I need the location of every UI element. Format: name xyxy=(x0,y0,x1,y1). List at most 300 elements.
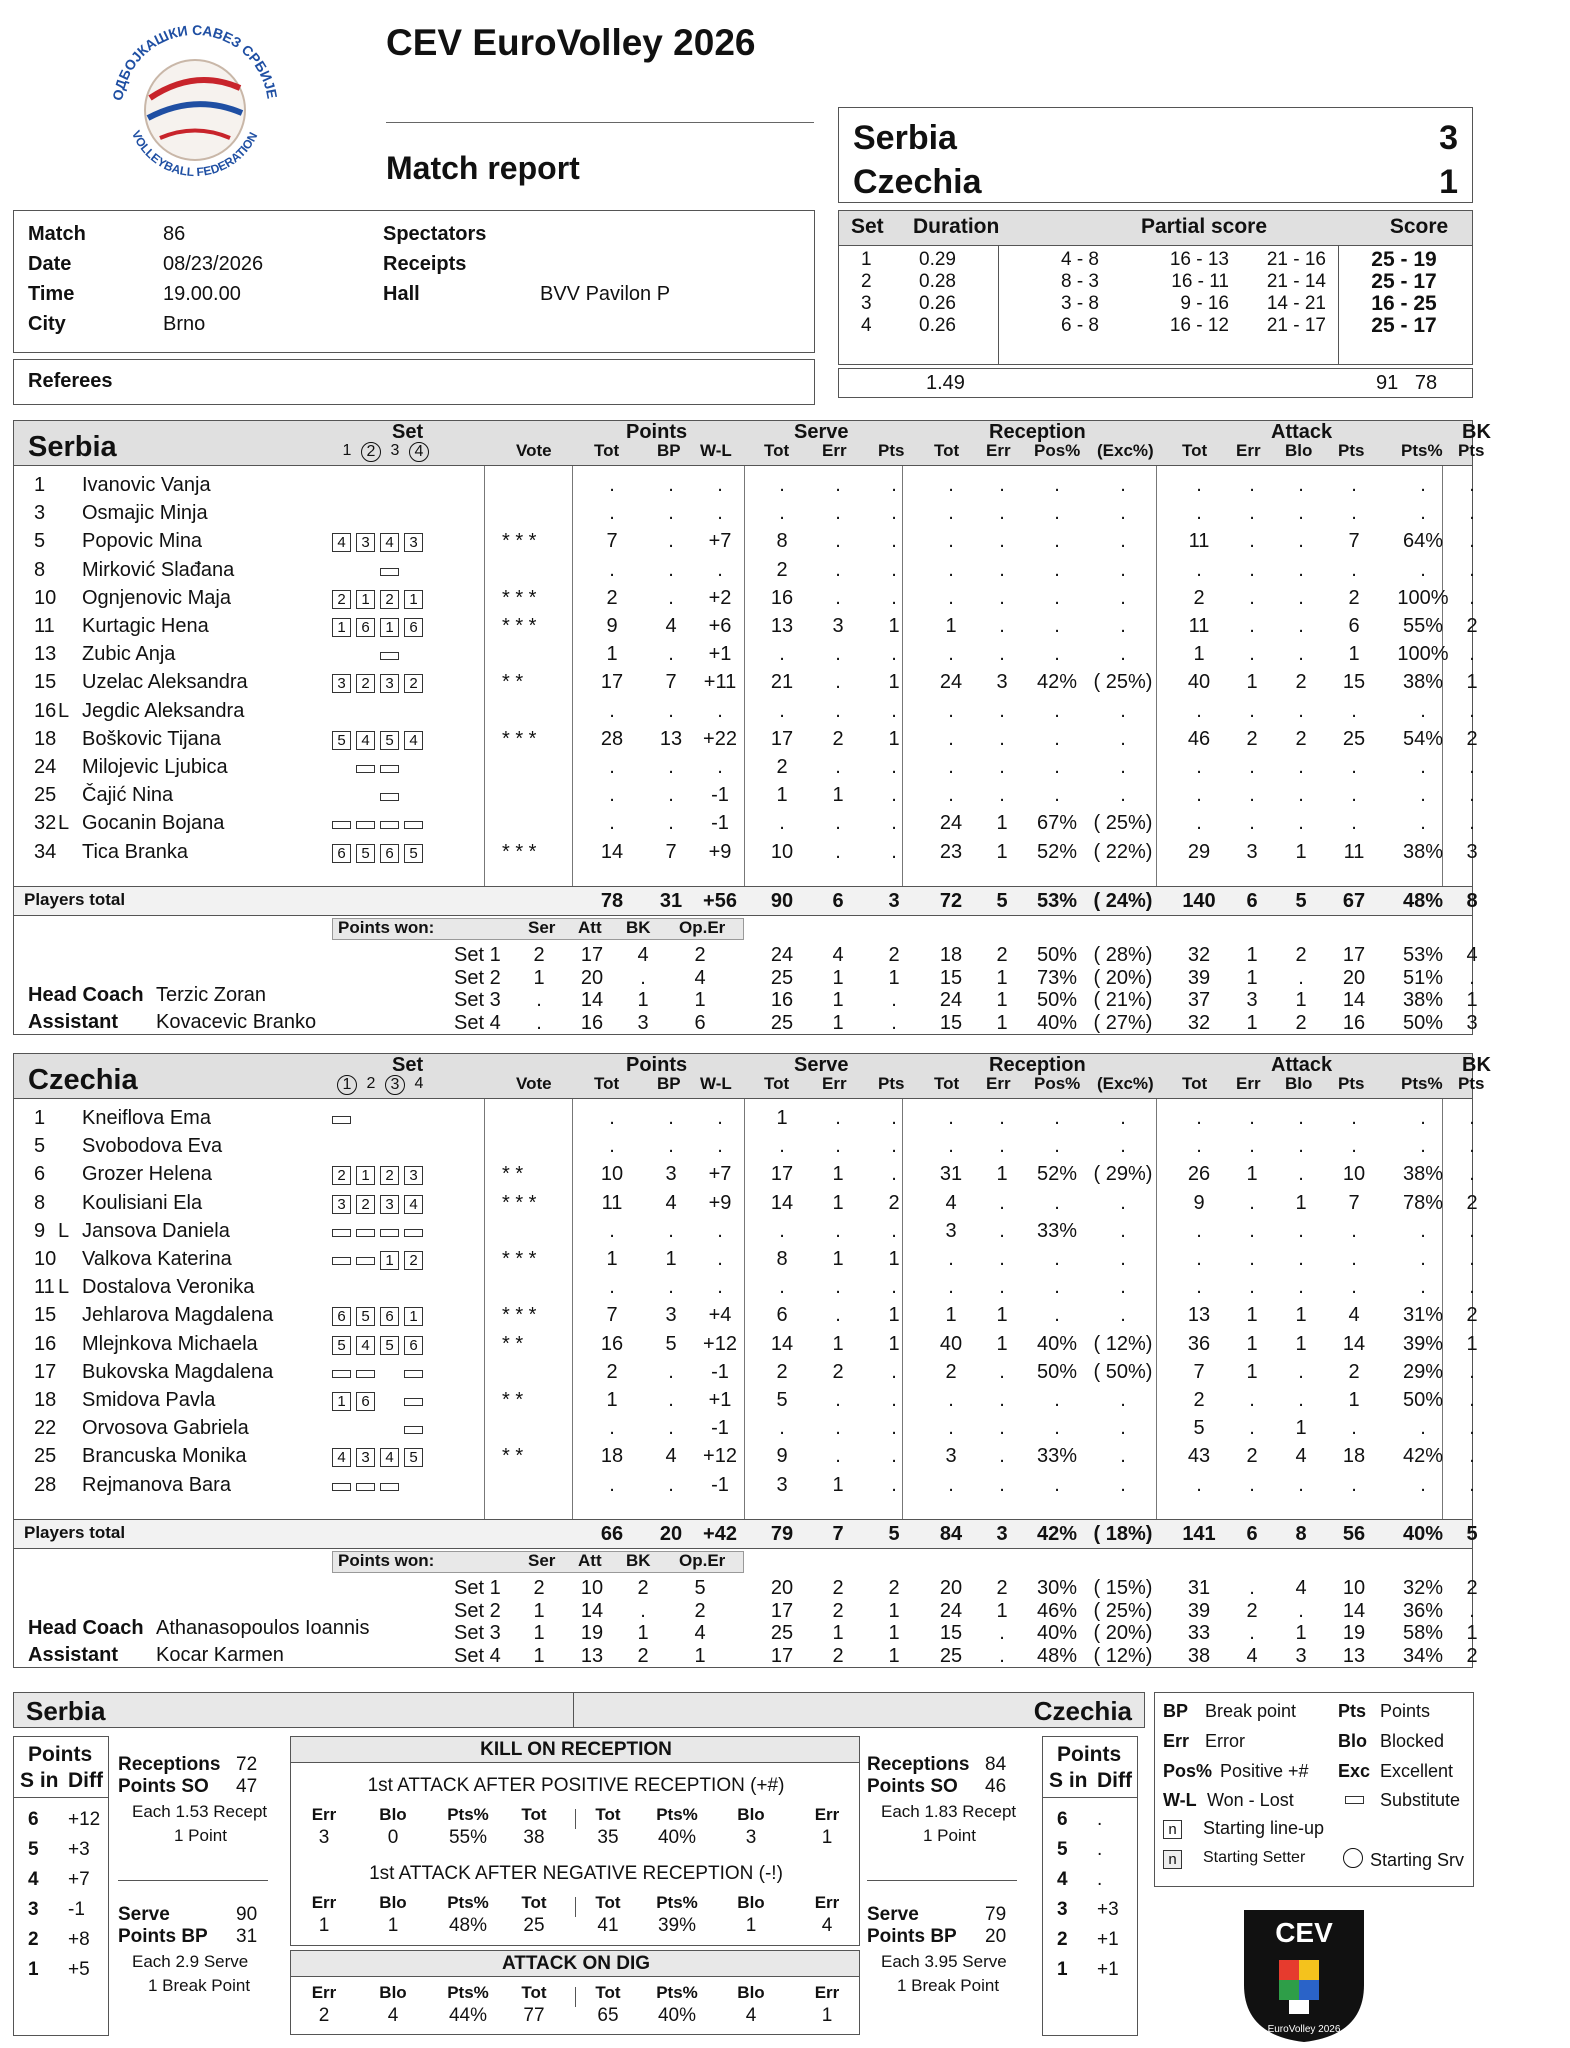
set-row-cell: 4 xyxy=(832,944,844,966)
away-rotation-box xyxy=(1042,1736,1138,2036)
player-name: Jansova Daniela xyxy=(82,1219,230,1242)
stat-cell: 54% xyxy=(1402,727,1444,750)
set-row-cell: . xyxy=(999,1622,1005,1644)
player-row xyxy=(14,1304,1478,1332)
set-2-p1: 8 - 3 xyxy=(1060,271,1099,292)
set-row-cell: 2 xyxy=(1295,1011,1307,1034)
set-row-cell: 32 xyxy=(1187,1011,1211,1034)
stat-cell: . xyxy=(1298,1360,1304,1383)
rot-diff-label: Diff xyxy=(68,1769,103,1792)
stat-cell: 18 xyxy=(600,1445,624,1468)
home-sets-won: 3 xyxy=(1439,119,1458,157)
set-row-cell: 20 xyxy=(939,1577,963,1599)
lineup-box: 2 xyxy=(332,590,351,609)
player-number: 18 xyxy=(34,1389,57,1411)
stat-cell: 4 xyxy=(1295,1445,1307,1468)
set-row-label: Set 3 xyxy=(454,989,501,1011)
stat-cell: 2 xyxy=(606,586,618,609)
libero-flag: L xyxy=(58,1219,70,1242)
rot-set: 4 xyxy=(28,1869,39,1890)
home-rotation-box xyxy=(13,1736,109,2036)
assistant-name: Kocar Karmen xyxy=(156,1644,284,1666)
player-number: 24 xyxy=(34,756,57,778)
kill-val: 39% xyxy=(657,1915,697,1936)
stat-cell: 1 xyxy=(945,1304,957,1327)
points-so-value: 47 xyxy=(236,1776,258,1797)
stat-cell: 1 xyxy=(606,1248,618,1270)
stat-cell: 3 xyxy=(996,671,1008,694)
player-row xyxy=(14,1417,1475,1445)
date-label: Date xyxy=(28,253,72,275)
kill-val: 1 xyxy=(821,2005,833,2026)
stat-cell: +12 xyxy=(703,1445,737,1468)
stat-cell: . xyxy=(717,1248,723,1270)
substitute-icon xyxy=(332,1483,351,1491)
stat-cell: . xyxy=(1469,1163,1475,1186)
stat-cell: . xyxy=(835,586,841,609)
stat-cell: 40 xyxy=(1187,671,1211,694)
substitute-icon xyxy=(380,1483,399,1491)
stat-cell: . xyxy=(891,1417,897,1440)
substitute-icon xyxy=(356,821,375,829)
set-row-cell: 2 xyxy=(832,1644,844,1667)
total-cell: 6 xyxy=(832,890,844,912)
legend-pts-text: Points xyxy=(1380,1701,1431,1721)
set-row-cell: 4 xyxy=(1466,944,1478,966)
player-row xyxy=(14,1360,1475,1389)
legend-lineup-icon: n xyxy=(1163,1820,1182,1839)
stat-cell: . xyxy=(1420,1473,1426,1496)
match-label: Match xyxy=(28,223,86,245)
stat-cell: . xyxy=(1249,1276,1255,1299)
hdr-pts-tot: Tot xyxy=(594,441,620,460)
substitute-icon xyxy=(356,765,375,773)
sets-table xyxy=(838,210,1473,365)
set-row-cell: 2 xyxy=(996,944,1008,966)
hdr-attack: Attack xyxy=(1271,1054,1333,1076)
set-row-cell: . xyxy=(891,1011,897,1034)
player-name: Uzelac Aleksandra xyxy=(82,671,248,694)
lineup-box: 3 xyxy=(332,1195,351,1214)
set-row-cell: . xyxy=(1249,1622,1255,1644)
kill-val: 35 xyxy=(597,1827,619,1848)
pw-att: Att xyxy=(578,918,602,937)
stat-cell: 25 xyxy=(1342,727,1366,750)
kill-val: 44% xyxy=(448,2005,488,2026)
player-number: 15 xyxy=(34,1304,57,1327)
set-row-cell: 1 xyxy=(1295,989,1307,1011)
set-row-label: Set 1 xyxy=(454,944,501,966)
stat-cell: 3 xyxy=(665,1163,677,1186)
lineup-box: 6 xyxy=(332,1307,351,1326)
stat-cell: 14 xyxy=(600,840,624,863)
stat-cell: . xyxy=(1054,1389,1060,1411)
set-row-cell: . xyxy=(640,1599,646,1622)
stat-cell: . xyxy=(948,502,954,525)
substitute-icon xyxy=(404,1370,423,1378)
legend-bp: BP xyxy=(1163,1701,1189,1721)
stat-cell: . xyxy=(1054,1276,1060,1299)
rot-divider xyxy=(1043,1797,1137,1798)
rot-set: 3 xyxy=(1057,1899,1068,1920)
lineup-box: 4 xyxy=(356,1336,375,1355)
team-name: Serbia xyxy=(28,431,117,463)
pw-ser: Ser xyxy=(528,1551,556,1570)
stat-cell: -1 xyxy=(711,812,729,835)
legend-exc-text: Excellent xyxy=(1380,1761,1454,1781)
kill-val: 2 xyxy=(318,2005,330,2026)
set-row-cell: 10 xyxy=(580,1577,604,1599)
stat-cell: . xyxy=(1249,784,1255,807)
points-bp-label: Points BP xyxy=(118,1926,208,1947)
player-name: Mirković Slađana xyxy=(82,558,235,581)
kill-val: 0 xyxy=(387,1827,399,1848)
stat-cell: 4 xyxy=(665,1191,677,1214)
stat-cell: 1 xyxy=(832,784,844,807)
stat-cell: . xyxy=(1298,1163,1304,1186)
stat-cell: . xyxy=(891,643,897,666)
stat-cell: . xyxy=(1249,1219,1255,1242)
kill-sep xyxy=(575,1897,576,1917)
set-row-cell: ( 25%) xyxy=(1093,1599,1153,1622)
set-row-label: Set 3 xyxy=(454,1622,501,1644)
stat-cell: . xyxy=(1120,1473,1126,1496)
kill-hdr: Pts% xyxy=(447,1805,489,1824)
lineup-box: 6 xyxy=(356,1392,375,1411)
stat-cell: . xyxy=(1469,1135,1475,1158)
stat-cell: 1 xyxy=(1246,1304,1258,1327)
rot-diff: . xyxy=(1097,1869,1103,1890)
stat-cell: . xyxy=(609,784,615,807)
stat-cell: 8 xyxy=(776,530,788,553)
serve-label: Serve xyxy=(867,1904,919,1925)
kill-hdr: Blo xyxy=(737,1893,765,1912)
player-vote: * * * xyxy=(502,1304,537,1327)
stat-cell: . xyxy=(1120,1304,1126,1327)
hdr-rec-pos: Pos% xyxy=(1034,1074,1081,1093)
kill-hdr: Blo xyxy=(379,1983,407,2002)
player-vote: * * xyxy=(502,671,524,694)
stat-cell: 52% xyxy=(1036,1163,1078,1186)
stat-cell: 78% xyxy=(1402,1191,1444,1214)
set-row-cell: ( 28%) xyxy=(1093,944,1153,966)
rot-sin-label: S in xyxy=(20,1769,59,1792)
set-row-cell: 33 xyxy=(1187,1622,1211,1644)
set-row-cell: 5 xyxy=(694,1577,706,1599)
player-vote: * * * xyxy=(502,727,537,750)
hdr-serve: Serve xyxy=(794,1054,849,1076)
set-row-cell: 58% xyxy=(1402,1622,1444,1644)
stat-cell: . xyxy=(835,474,841,496)
stat-cell: . xyxy=(1420,756,1426,778)
set-row-label: Set 4 xyxy=(454,1644,501,1667)
points-so-label: Points SO xyxy=(118,1776,209,1797)
stat-cell: . xyxy=(948,643,954,666)
total-cell: ( 18%) xyxy=(1093,1523,1153,1545)
stat-cell: 29 xyxy=(1187,840,1211,863)
stat-cell: 1 xyxy=(1246,1332,1258,1355)
stat-cell: 1 xyxy=(996,812,1008,835)
stat-cell: . xyxy=(717,756,723,778)
sets-col-p2 xyxy=(1119,246,1229,364)
stat-cell: 1 xyxy=(1295,1304,1307,1327)
stat-cell: 4 xyxy=(665,615,677,637)
lineup-box: 5 xyxy=(356,1307,375,1326)
total-cell: 31 xyxy=(659,890,683,912)
summary-header xyxy=(13,1692,1145,1728)
player-row xyxy=(14,671,1478,699)
pos-title: 1st ATTACK AFTER POSITIVE RECEPTION (+#) xyxy=(367,1775,785,1796)
pw-bk: BK xyxy=(626,918,651,937)
stat-cell: . xyxy=(1120,1248,1126,1270)
stat-cell: 2 xyxy=(832,1360,844,1383)
set-row-cell: 4 xyxy=(637,944,649,966)
stat-cell: . xyxy=(1249,530,1255,553)
stat-cell: . xyxy=(1469,1360,1475,1383)
hdr-bk: BK xyxy=(1462,1054,1491,1076)
head-coach-label: Head Coach xyxy=(28,1617,144,1639)
neg-title: 1st ATTACK AFTER NEGATIVE RECEPTION (-!) xyxy=(369,1863,783,1884)
stat-cell: . xyxy=(1420,1417,1426,1440)
team-name: Czechia xyxy=(28,1064,138,1096)
stat-cell: 1 xyxy=(1246,671,1258,694)
stat-cell: . xyxy=(999,1473,1005,1496)
stat-cell: ( 50%) xyxy=(1093,1360,1153,1383)
legend-srv-text: Starting Srv xyxy=(1370,1850,1465,1870)
stat-cell: 64% xyxy=(1402,530,1444,553)
stat-cell: . xyxy=(1469,1107,1475,1129)
lineup-box: 1 xyxy=(380,618,399,637)
hdr-att-pts: Pts xyxy=(1338,441,1365,460)
lineup-box: 1 xyxy=(380,1251,399,1270)
stat-cell: 2 xyxy=(1246,727,1258,750)
stat-cell: . xyxy=(1196,1473,1202,1496)
stat-cell: 1 xyxy=(1193,643,1205,666)
set-row-cell: 38% xyxy=(1402,989,1444,1011)
stat-cell: . xyxy=(1196,502,1202,525)
set-row-label: Set 1 xyxy=(454,1577,501,1599)
stat-cell: . xyxy=(779,1276,785,1299)
set-row-cell: 3 xyxy=(1466,1011,1478,1034)
lineup-box: 4 xyxy=(356,731,375,750)
stat-cell: . xyxy=(999,1445,1005,1468)
sets-col-dur xyxy=(879,246,999,364)
total-cell: 42% xyxy=(1036,1523,1078,1545)
set-row-cell: 39 xyxy=(1187,966,1211,989)
set-number-2: 2 xyxy=(366,1075,376,1092)
lineup-box: 1 xyxy=(332,1392,351,1411)
hdr-bp: BP xyxy=(657,441,681,460)
set-row-cell: 1 xyxy=(694,1644,706,1667)
set-row-cell: 1 xyxy=(832,989,844,1011)
home-reception-summary xyxy=(118,1740,278,2030)
stat-cell: . xyxy=(717,1107,723,1129)
stat-cell: 3 xyxy=(1466,840,1478,863)
stat-cell: . xyxy=(835,1135,841,1158)
total-cell: 67 xyxy=(1342,890,1366,912)
stat-cell: . xyxy=(1469,1473,1475,1496)
stat-cell: . xyxy=(999,1276,1005,1299)
stat-cell: 29% xyxy=(1402,1360,1444,1383)
stat-cell: . xyxy=(668,502,674,525)
stat-cell: . xyxy=(1120,1191,1126,1214)
stat-cell: 9 xyxy=(776,1445,788,1468)
stat-cell: . xyxy=(1469,1417,1475,1440)
stat-cell: . xyxy=(1120,586,1126,609)
stat-cell: . xyxy=(948,699,954,722)
player-number: 8 xyxy=(34,558,46,581)
stat-cell: . xyxy=(999,558,1005,581)
set-4-set: 4 xyxy=(861,315,872,336)
set-row-cell: 40% xyxy=(1036,1011,1078,1034)
stat-cell: . xyxy=(609,756,615,778)
referees-box xyxy=(13,359,815,405)
team-header xyxy=(14,1054,1491,1099)
away-team-stats xyxy=(13,1053,1491,1668)
kill-hdr: Err xyxy=(311,1805,337,1824)
set-1-p1: 4 - 8 xyxy=(1060,249,1099,270)
stat-cell: . xyxy=(1120,643,1126,666)
col-score: Score xyxy=(1389,215,1449,238)
pw-ser: Ser xyxy=(528,918,556,937)
stat-cell: . xyxy=(891,812,897,835)
stat-cell: . xyxy=(999,727,1005,750)
stat-cell: 2 xyxy=(606,1360,618,1383)
kill-hdr: Pts% xyxy=(656,1983,698,2002)
set-4-p2: 16 - 12 xyxy=(1169,315,1229,336)
stat-cell: . xyxy=(948,1417,954,1440)
legend-blo-text: Blocked xyxy=(1380,1731,1445,1751)
hdr-set: Set xyxy=(392,1054,424,1076)
total-cell: 48% xyxy=(1402,890,1444,912)
stat-cell: . xyxy=(1469,1219,1475,1242)
stat-cell: 13 xyxy=(770,615,794,637)
stat-cell: . xyxy=(1249,1107,1255,1129)
kill-val: 41 xyxy=(597,1915,619,1936)
stat-cell: 100% xyxy=(1397,643,1449,666)
player-vote: * * * xyxy=(502,615,537,637)
hdr-rec-exc: (Exc%) xyxy=(1097,441,1154,460)
stat-cell: . xyxy=(891,1135,897,1158)
rot-diff: +8 xyxy=(68,1929,90,1950)
stat-cell: . xyxy=(668,1417,674,1440)
stat-cell: . xyxy=(835,1304,841,1327)
stat-cell: . xyxy=(717,558,723,581)
stat-cell: 2 xyxy=(776,558,788,581)
stat-cell: . xyxy=(948,558,954,581)
stat-cell: . xyxy=(999,699,1005,722)
stat-cell: 1 xyxy=(888,1248,900,1270)
player-name: Ognjenovic Maja xyxy=(82,586,231,609)
stat-cell: 2 xyxy=(1193,586,1205,609)
head-coach-name: Athanasopoulos Ioannis xyxy=(156,1617,370,1639)
lineup-box: 4 xyxy=(380,1448,399,1467)
rot-set: 6 xyxy=(28,1809,39,1830)
sets-table-header xyxy=(839,211,1472,246)
stat-cell: . xyxy=(1054,784,1060,807)
set-row-cell: ( 20%) xyxy=(1093,966,1153,989)
substitute-icon xyxy=(380,652,399,660)
stat-cell: . xyxy=(1120,1445,1126,1468)
stat-cell: . xyxy=(835,840,841,863)
stat-cell: 24 xyxy=(939,812,963,835)
libero-flag: L xyxy=(58,812,70,835)
stat-cell: . xyxy=(1196,812,1202,835)
lineup-box: 4 xyxy=(404,1195,423,1214)
stat-cell: . xyxy=(891,1219,897,1242)
hdr-bp: BP xyxy=(657,1074,681,1093)
stat-cell: . xyxy=(668,586,674,609)
set-row-cell: 34% xyxy=(1402,1644,1444,1667)
hdr-att-pts: Pts xyxy=(1338,1074,1365,1093)
hdr-points: Points xyxy=(626,421,688,443)
lineup-box: 2 xyxy=(404,674,423,693)
stat-cell: 3 xyxy=(945,1219,957,1242)
set-row-cell: 15 xyxy=(939,1622,963,1644)
stat-cell: 7 xyxy=(606,530,618,553)
stat-cell: 1 xyxy=(996,840,1008,863)
stat-cell: 5 xyxy=(665,1332,677,1355)
stat-cell: 11 xyxy=(1188,615,1210,637)
stat-cell: . xyxy=(1249,502,1255,525)
kill-val: 4 xyxy=(387,2005,399,2026)
set-row-cell: 50% xyxy=(1036,989,1078,1011)
stat-cell: 42% xyxy=(1402,1445,1444,1468)
stat-cell: . xyxy=(609,474,615,496)
stat-cell: 16 xyxy=(770,586,794,609)
stat-cell: . xyxy=(1120,1219,1126,1242)
set-row-cell: 1 xyxy=(533,1644,545,1667)
each-break-point: 1 Break Point xyxy=(897,1976,1000,1995)
stat-cell: 2 xyxy=(1466,1304,1478,1327)
stat-cell: 9 xyxy=(1193,1191,1205,1214)
stat-cell: . xyxy=(1196,699,1202,722)
spectators-label: Spectators xyxy=(383,223,487,245)
stat-cell: . xyxy=(999,1107,1005,1129)
stat-cell: 50% xyxy=(1402,1389,1444,1411)
lineup-box: 3 xyxy=(404,1166,423,1185)
substitute-icon xyxy=(332,1116,351,1124)
set-row-cell: 1 xyxy=(996,1011,1008,1034)
kill-hdr: Err xyxy=(814,1983,840,2002)
stat-cell: . xyxy=(948,530,954,553)
set-row-cell: . xyxy=(1469,1599,1475,1622)
hdr-att-blo: Blo xyxy=(1285,1074,1313,1093)
set-row-cell: 2 xyxy=(996,1577,1008,1599)
hdr-att-blo: Blo xyxy=(1285,441,1313,460)
set-row-cell: . xyxy=(536,989,542,1011)
set-number-4: 4 xyxy=(414,1075,424,1092)
substitute-icon xyxy=(380,821,399,829)
stat-cell: 3 xyxy=(832,615,844,637)
set-row-cell: . xyxy=(536,1011,542,1034)
stat-cell: . xyxy=(779,1417,785,1440)
stat-cell: . xyxy=(668,1219,674,1242)
stat-cell: . xyxy=(835,671,841,694)
hdr-serve-err: Err xyxy=(822,441,847,460)
legend-bp-text: Break point xyxy=(1205,1701,1297,1721)
set-row-cell: 39 xyxy=(1187,1599,1211,1622)
rot-diff: +1 xyxy=(1097,1959,1119,1980)
player-number: 16 xyxy=(34,699,57,722)
stat-cell: . xyxy=(1120,1107,1126,1129)
stat-cell: . xyxy=(1420,1107,1426,1129)
stat-cell: 4 xyxy=(1348,1304,1360,1327)
stat-cell: . xyxy=(1054,530,1060,553)
total-cell: 56 xyxy=(1342,1523,1366,1545)
stat-cell: . xyxy=(668,558,674,581)
stat-cell: . xyxy=(1249,615,1255,637)
